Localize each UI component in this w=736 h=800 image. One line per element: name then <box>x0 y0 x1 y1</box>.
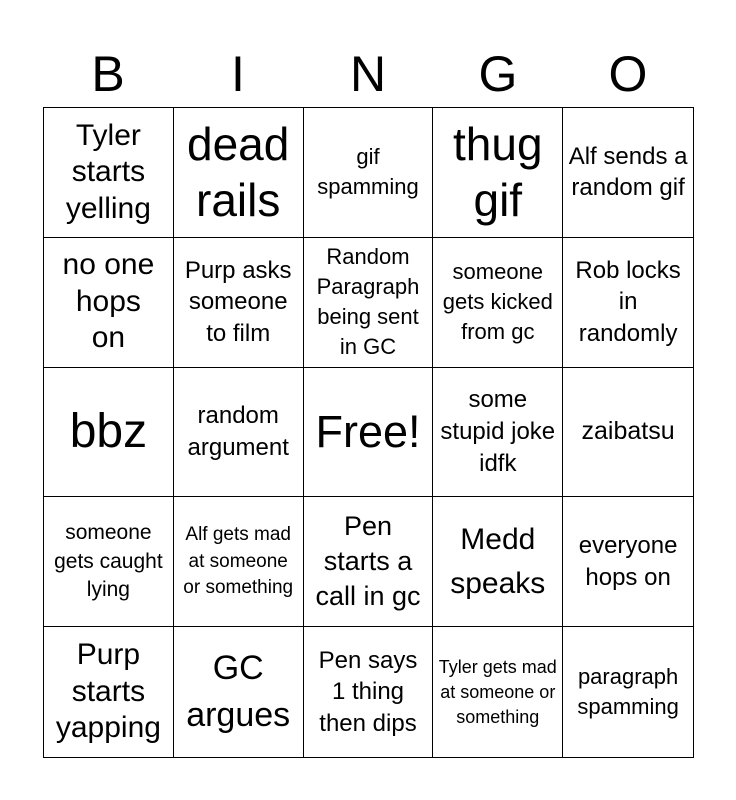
bingo-board <box>43 107 694 758</box>
bingo-cell-text: some stupid joke idfk <box>440 386 556 477</box>
bingo-cell[interactable] <box>563 108 693 238</box>
header-letter-n: N <box>349 46 387 102</box>
header-letter-b: B <box>91 46 125 102</box>
bingo-cell[interactable] <box>44 108 174 238</box>
bingo-cell-text: zaibatsu <box>581 417 675 446</box>
bingo-cell-text: no one hops on <box>62 248 155 355</box>
bingo-cell[interactable] <box>433 108 563 238</box>
bingo-cell[interactable] <box>174 627 304 757</box>
bingo-cell[interactable] <box>174 238 304 368</box>
bingo-cell-text: GC argues <box>186 648 291 735</box>
bingo-cell-text: gif spamming <box>317 144 419 200</box>
bingo-header <box>43 40 693 108</box>
bingo-cell[interactable] <box>44 238 174 368</box>
bingo-cell-text: Random Paragraph being sent in GC <box>316 244 420 360</box>
bingo-cell-text: dead rails <box>187 118 290 227</box>
bingo-cell-text: everyone hops on <box>578 532 678 591</box>
bingo-cell-text: paragraph spamming <box>577 664 679 720</box>
bingo-cell[interactable] <box>563 238 693 368</box>
bingo-cell[interactable] <box>563 368 693 498</box>
bingo-cell[interactable] <box>433 627 563 757</box>
bingo-cell[interactable] <box>304 108 434 238</box>
bingo-cell-text: Alf gets mad at someone or something <box>183 524 294 598</box>
bingo-cell-text: bbz <box>69 404 148 458</box>
bingo-cell[interactable] <box>174 368 304 498</box>
bingo-cell-text: Rob locks in randomly <box>575 256 681 348</box>
bingo-cell[interactable] <box>563 627 693 757</box>
bingo-cell-text: Alf sends a random gif <box>568 142 688 202</box>
bingo-cell[interactable] <box>433 497 563 627</box>
header-letter-g: G <box>478 46 518 102</box>
free-space-label: Free! <box>315 406 421 458</box>
bingo-cell[interactable] <box>304 368 434 498</box>
bingo-cell[interactable] <box>44 497 174 627</box>
bingo-cell-text: Medd speaks <box>450 523 546 600</box>
bingo-cell[interactable] <box>304 627 434 757</box>
header-letter-o: O <box>608 46 648 102</box>
bingo-cell-text: Purp starts yapping <box>55 638 161 745</box>
header-letter-i: I <box>231 46 245 102</box>
bingo-cell-text: someone gets caught lying <box>54 520 163 602</box>
bingo-cell[interactable] <box>304 497 434 627</box>
bingo-cell[interactable] <box>44 627 174 757</box>
bingo-cell-text: random argument <box>187 402 289 461</box>
bingo-cell-text: Tyler gets mad at someone or something <box>438 656 557 727</box>
bingo-cell[interactable] <box>174 108 304 238</box>
bingo-cell-text: Purp asks someone to film <box>184 256 292 348</box>
bingo-cell[interactable] <box>433 238 563 368</box>
bingo-cell[interactable] <box>304 238 434 368</box>
bingo-cell-text: thug gif <box>453 118 543 227</box>
bingo-cell[interactable] <box>433 368 563 498</box>
bingo-cell[interactable] <box>563 497 693 627</box>
bingo-cell[interactable] <box>174 497 304 627</box>
bingo-cell-text: Pen starts a call in gc <box>315 511 421 612</box>
bingo-cell-text: Pen says 1 thing then dips <box>318 646 418 737</box>
bingo-cell-text: Tyler starts yelling <box>65 118 151 225</box>
bingo-cell[interactable] <box>44 368 174 498</box>
bingo-cell-text: someone gets kicked from gc <box>442 259 553 345</box>
